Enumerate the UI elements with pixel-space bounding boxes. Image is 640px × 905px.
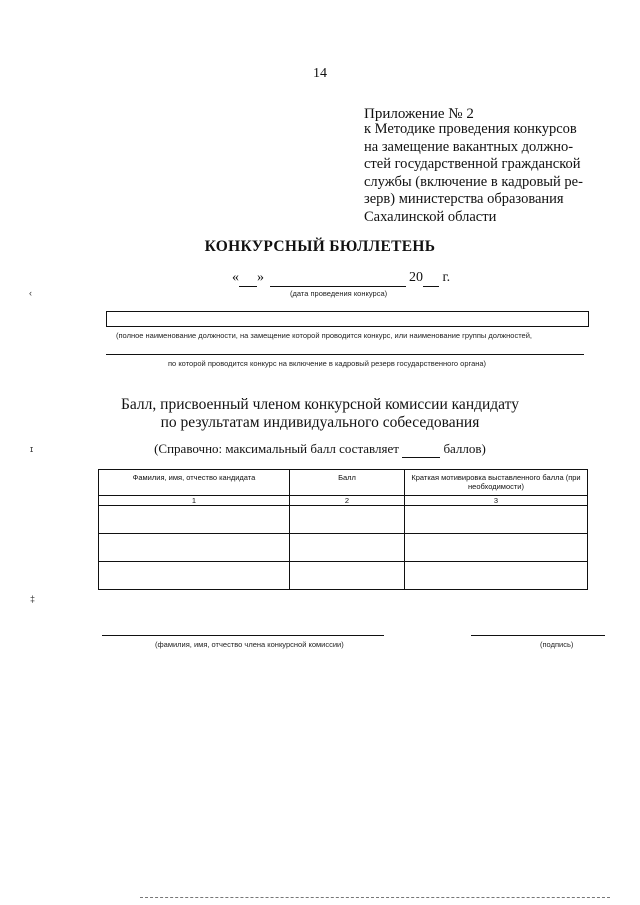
appendix-text (364, 121, 586, 226)
year-prefix: 20 (409, 270, 423, 285)
max-score-blank[interactable] (402, 441, 440, 458)
table-header-row (99, 470, 588, 496)
column-number: 3 (405, 496, 588, 506)
column-number: 2 (290, 496, 405, 506)
date-caption: (дата проведения конкурса) (290, 289, 388, 298)
reason-cell[interactable] (405, 506, 588, 534)
candidate-name-cell[interactable] (99, 562, 290, 590)
date-line (232, 270, 450, 287)
table-row (99, 506, 588, 534)
month-blank[interactable] (270, 270, 406, 287)
score-heading-line: по результатам индивидуального собеседования (160, 414, 480, 431)
table-row (99, 562, 588, 590)
year-blank[interactable] (423, 270, 439, 287)
reference-note (0, 441, 640, 458)
score-cell[interactable] (290, 562, 405, 590)
appendix-line: на замещение вакантных должно- (364, 138, 574, 155)
column-number-row (99, 496, 588, 506)
appendix-line: службы (включение в кадровый ре- (364, 173, 583, 190)
signature-line[interactable] (471, 635, 605, 636)
score-table (98, 469, 588, 590)
date-open-quote: « (232, 270, 239, 285)
scan-margin-mark: ‹ (29, 288, 32, 298)
appendix-title: Приложение № 2 (364, 106, 474, 122)
position-name-field[interactable] (106, 311, 589, 327)
year-suffix: г. (442, 270, 451, 285)
member-name-line[interactable] (102, 635, 384, 636)
reason-cell[interactable] (405, 534, 588, 562)
appendix-line: стей государственной гражданской (364, 156, 581, 172)
scan-bottom-edge (140, 897, 610, 898)
bulletin-title: КОНКУРСНЫЙ БЮЛЛЕТЕНЬ (204, 238, 436, 255)
reference-note-prefix: (Справочно: максимальный балл составляет (154, 441, 399, 456)
day-blank[interactable] (239, 270, 257, 287)
signature-caption: (подпись) (540, 640, 574, 649)
column-header-reason: Краткая мотивировка выставленного балла (при необходимости) (405, 470, 588, 496)
position-caption-continued: по которой проводится конкурс на включение в кадровый резерв государственного органа) (168, 359, 487, 368)
score-heading (0, 396, 640, 432)
appendix-line: зерв) министерства образования (364, 191, 564, 207)
score-cell[interactable] (290, 506, 405, 534)
appendix-line: Сахалинской области (364, 208, 497, 225)
table-row (99, 534, 588, 562)
column-header-candidate: Фамилия, имя, отчество кандидата (99, 470, 290, 496)
scan-margin-mark: ‡ (30, 594, 36, 604)
column-number: 1 (99, 496, 290, 506)
position-continuation-line[interactable] (106, 354, 584, 355)
member-name-caption: (фамилия, имя, отчество члена конкурсной комиссии) (155, 640, 344, 649)
reference-note-suffix: баллов) (443, 441, 486, 456)
position-caption: (полное наименование должности, на замещение которой проводится конкурс, или наименование группы должностей, (116, 331, 532, 340)
appendix-line: к Методике проведения конкурсов (364, 121, 577, 137)
reason-cell[interactable] (405, 562, 588, 590)
score-heading-line: Балл, присвоенный членом конкурсной комиссии кандидату (121, 396, 519, 413)
candidate-name-cell[interactable] (99, 506, 290, 534)
date-close-quote: » (257, 270, 264, 285)
column-header-score: Балл (290, 470, 405, 496)
score-cell[interactable] (290, 534, 405, 562)
candidate-name-cell[interactable] (99, 534, 290, 562)
page-number: 14 (313, 66, 327, 81)
scan-margin-mark: ɪ (30, 444, 34, 454)
